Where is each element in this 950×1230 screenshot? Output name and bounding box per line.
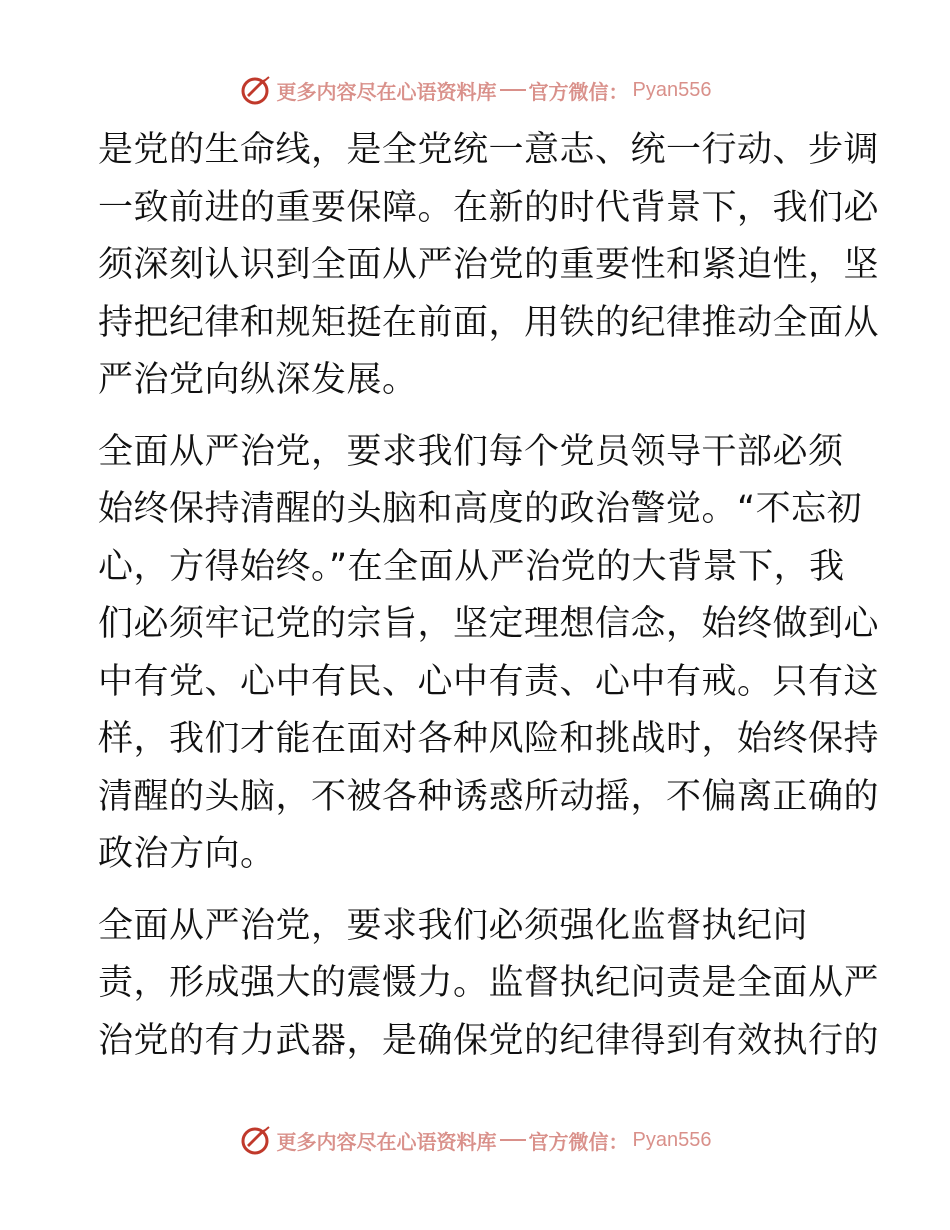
banner-text: 更多内容尽在心语资料库	[276, 79, 497, 104]
quill-pen-logo-icon	[239, 1123, 273, 1157]
footer-banner	[0, 1120, 950, 1160]
text-line: 们必须牢记党的宗旨，坚定理想信念，始终做到心	[98, 604, 880, 644]
text-line: 全面从严治党，要求我们必须强化监督执纪问	[98, 905, 809, 946]
document-body	[98, 122, 880, 1070]
header-banner	[0, 70, 950, 110]
text-line: 全面从严治党，要求我们每个党员领导干部必须	[98, 431, 844, 472]
banner-dash	[500, 1139, 526, 1141]
text-line: 严治党向纵深发展。	[98, 360, 418, 400]
text-line: 是党的生命线，是全党统一意志、统一行动、步调	[98, 130, 880, 170]
text-line: 一致前进的重要保障。在新的时代背景下，我们必	[98, 187, 880, 228]
text-line: 持把纪律和规矩挺在前面，用铁的纪律推动全面从	[98, 302, 880, 343]
text-line: 清醒的头脑，不被各种诱惑所动摇，不偏离正确的	[98, 776, 880, 817]
text-line: 心，方得始终。”在全面从严治党的大背景下，我	[98, 546, 845, 587]
text-line: 始终保持清醒的头脑和高度的政治警觉。“不忘初	[98, 489, 863, 529]
text-line: 政治方向。	[98, 834, 276, 874]
text-line: 样，我们才能在面对各种风险和挑战时，始终保持	[98, 719, 880, 759]
banner-wechat-label: 官方微信：	[528, 1129, 629, 1154]
banner-dash	[500, 89, 526, 91]
banner-text: 更多内容尽在心语资料库	[276, 1129, 497, 1154]
text-line: 治党的有力武器，是确保党的纪律得到有效执行的	[98, 1020, 880, 1061]
paragraph-1	[98, 122, 880, 410]
quill-pen-logo-icon	[239, 73, 273, 107]
text-line: 须深刻认识到全面从严治党的重要性和紧迫性，坚	[98, 245, 880, 285]
text-line: 责，形成强大的震慑力。监督执纪问责是全面从严	[98, 963, 880, 1003]
paragraph-gap	[98, 884, 858, 898]
paragraph-gap	[98, 410, 858, 424]
banner-wechat-id: Pyan556	[632, 1128, 712, 1151]
paragraph-2	[98, 424, 880, 884]
text-line: 中有党、心中有民、心中有责、心中有戒。只有这	[98, 661, 880, 702]
banner-wechat-label: 官方微信：	[528, 79, 629, 104]
paragraph-3	[98, 898, 880, 1071]
banner-wechat-id: Pyan556	[632, 78, 712, 101]
